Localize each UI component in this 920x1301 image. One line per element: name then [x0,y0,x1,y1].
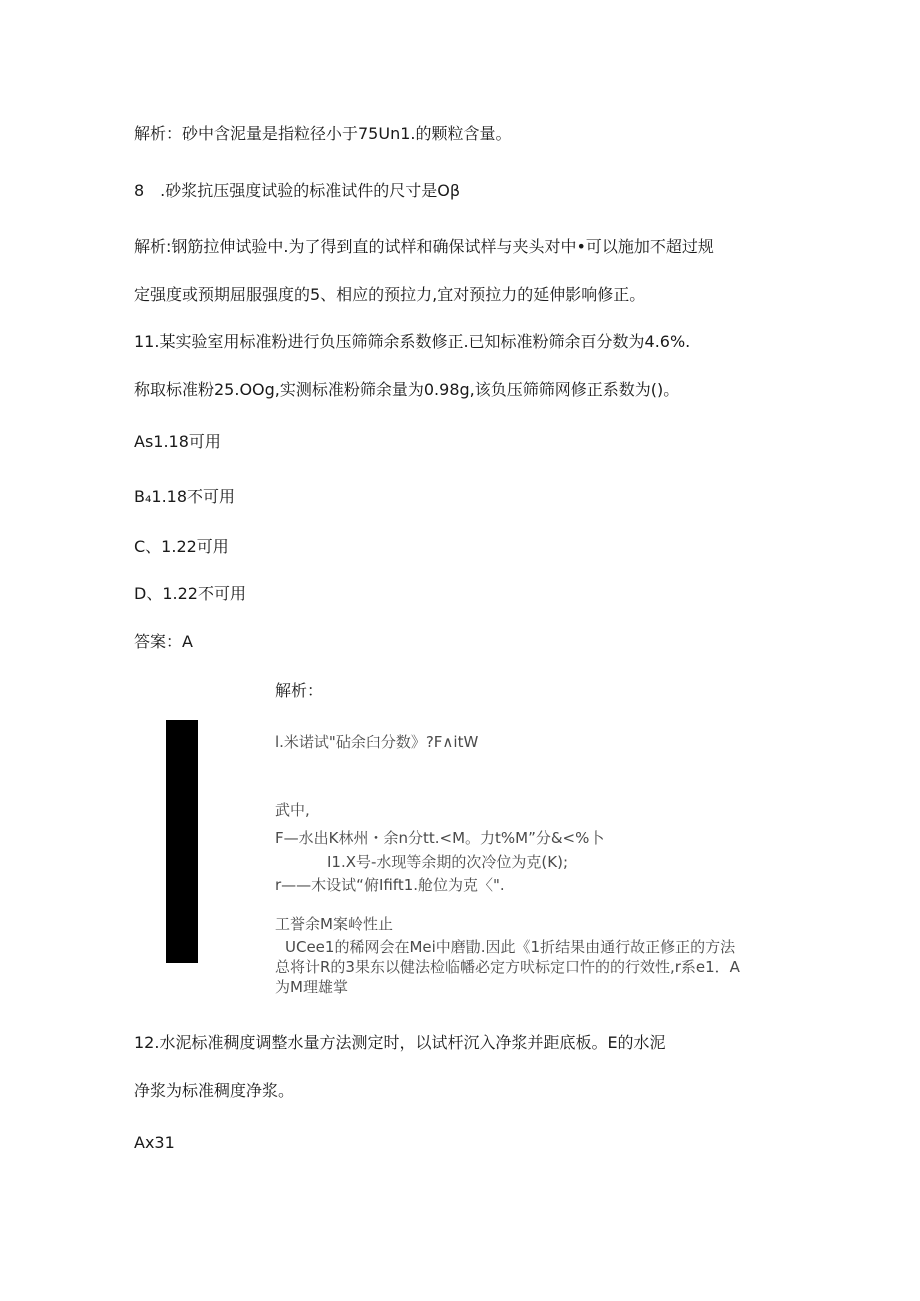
option-a-q12: Ax31 [134,1133,175,1152]
inset-where: 武中, [275,801,310,819]
inset-note-line3: 为M理雄掌 [275,978,348,996]
question-12-line2: 净浆为标准稠度净浆。 [134,1081,295,1100]
option-a: As1.18可用 [134,432,221,451]
answer: 答案：A [134,632,193,651]
inset-note-line2: 总将计R的3果东以健法检临幡必定方吠标定口忤的的行效性,r系e1．A [275,958,740,976]
option-d: D、1.22不可用 [134,584,246,603]
inset-note-line1: UCee1的稀网会在Mei中磨勖.因此《1折结果由通行故正修正的方法 [285,938,736,956]
question-12-line1: 12.水泥标准稠度调整水量方法测定时，以试杆沉入净浆并距底板。E的水泥 [134,1033,666,1052]
question-8: 8 .砂浆抗压强度试验的标准试件的尺寸是Oβ [134,181,461,200]
inset-def-r: r——木设试“俯Ifift1.舱位为克〈". [275,876,505,894]
analysis-steel-line1: 解析:钢筋拉伸试验中.为了得到直的试样和确保试样与夹头对中•可以施加不超过规 [134,237,714,256]
inset-heading: 解析： [275,681,324,700]
inset-note-title: 工誉余M案岭性止 [275,915,393,933]
option-c: C、1.22可用 [134,537,229,556]
option-b: B₄1.18不可用 [134,487,236,506]
analysis-steel-line2: 定强度或预期屈服强度的5、相应的预拉力,宜对预拉力的延伸影响修正。 [134,285,646,304]
inset-def-x: I1.X号-水现等余期的次冷位为克(K); [327,853,569,871]
inset-formula: l.米诺试"砧余臼分数》?F∧itW [275,733,479,751]
scan-black-bar [166,720,198,963]
inset-def-f: F—水出K林州・余n分tt.<M。力t%M”分&<%卜 [275,829,605,847]
question-11-line2: 称取标准粉25.OOg,实测标准粉筛余量为0.98g,该负压筛筛网修正系数为()。 [134,380,680,399]
question-11-line1: 11.某实验室用标准粉进行负压筛筛余系数修正.已知标准粉筛余百分数为4.6%. [134,332,691,351]
analysis-mud-content: 解析：砂中含泥量是指粒径小于75Un1.的颗粒含量。 [134,124,512,143]
